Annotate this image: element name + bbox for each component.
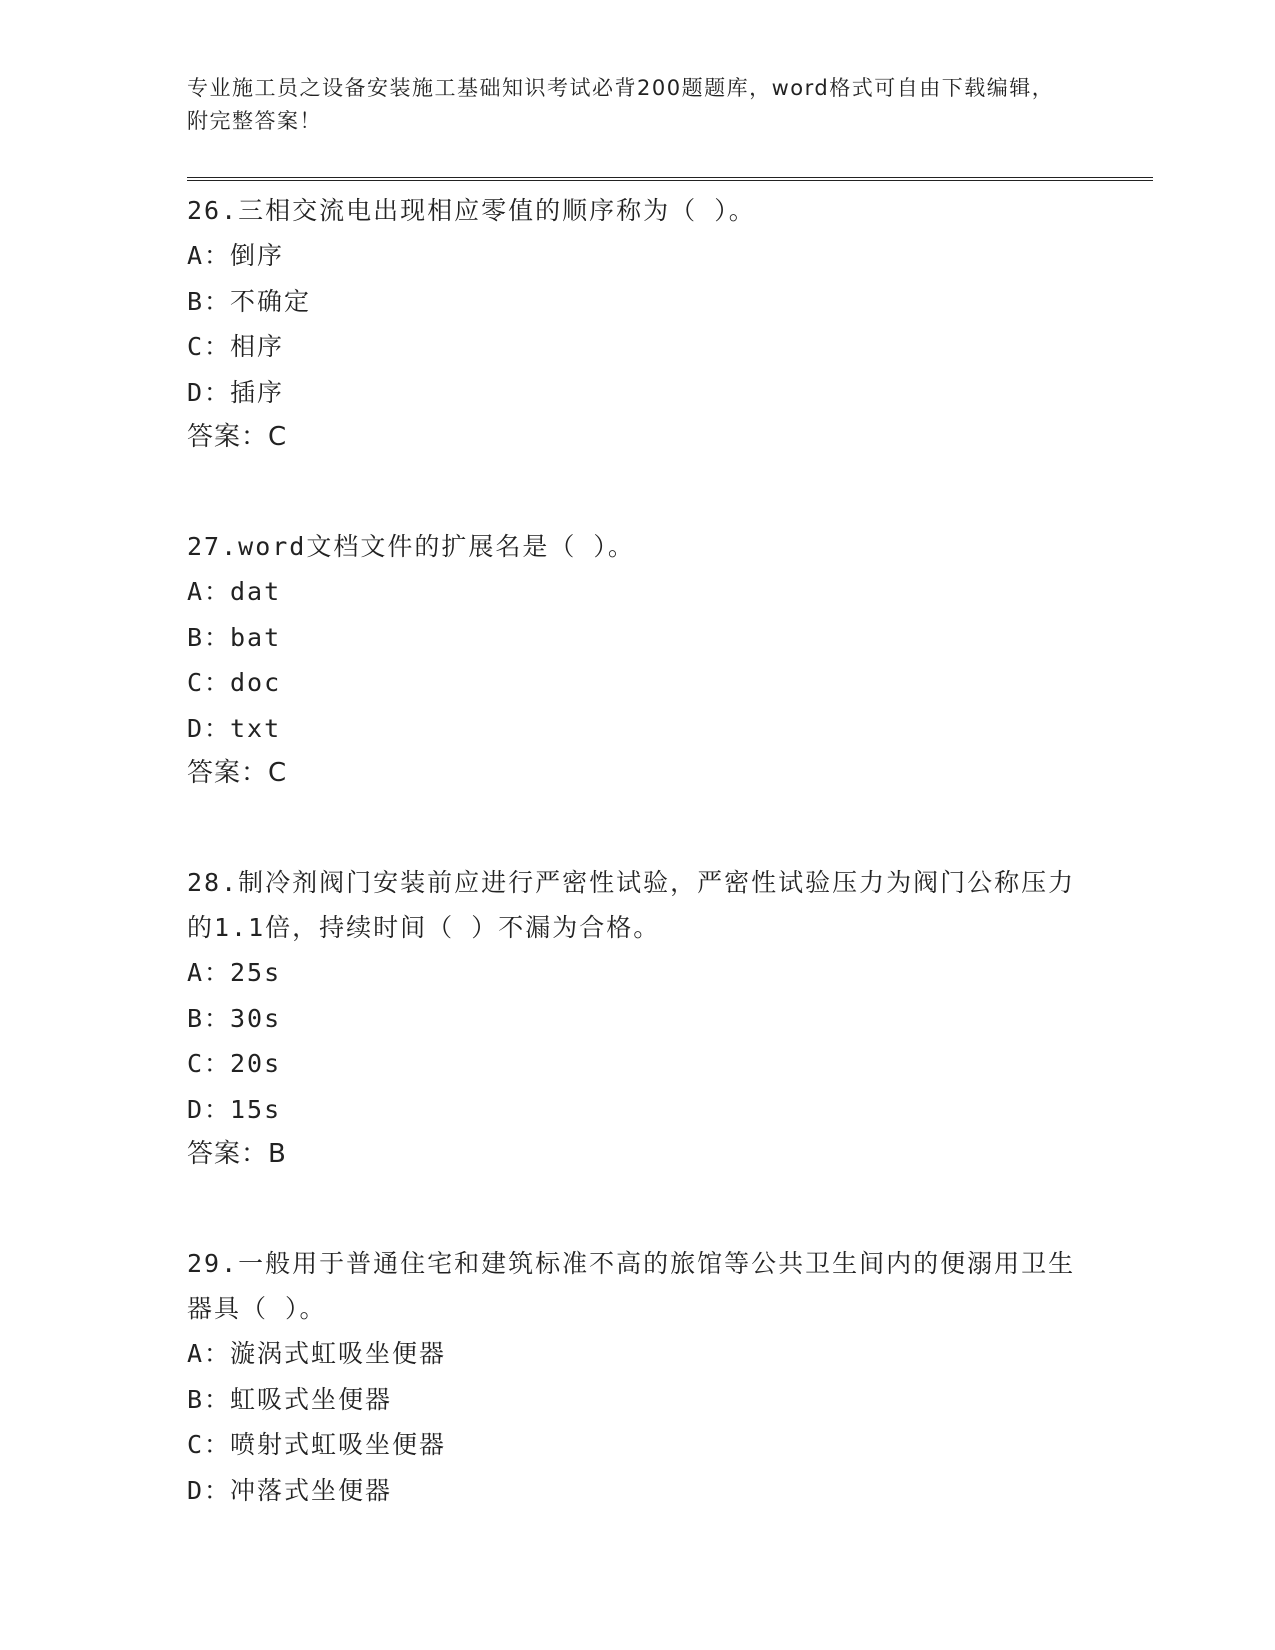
option-d [187,706,1087,752]
option-d [187,1087,1087,1133]
option-text: 虹吸式坐便器 [230,1384,393,1414]
option-text: 不确定 [230,286,312,316]
option-b [187,1377,1087,1423]
option-label: D： [187,713,232,743]
option-b [187,279,1087,325]
option-d [187,370,1087,416]
question-list [187,188,1087,1513]
option-text: 倒序 [230,241,285,270]
question-stem: 29.一般用于普通住宅和建筑标准不高的旅馆等公共卫生间内的便溺用卫生器具（ ）。 [187,1249,1076,1323]
option-label: A： [187,577,232,606]
option-c [187,1041,1087,1087]
option-text: dat [230,577,282,606]
option-label: C： [187,1049,232,1078]
option-a [187,950,1087,996]
option-a [187,233,1087,279]
option-text: 20s [230,1049,282,1078]
option-label: B： [187,1384,232,1414]
option-text: doc [230,668,282,697]
document-header-title: 专业施工员之设备安装施工基础知识考试必背200题题库，word格式可自由下载编辑，附完整答案！ [187,76,1055,133]
question-28 [187,860,1087,1177]
option-text: 插序 [230,377,285,407]
option-label: C： [187,332,232,361]
option-label: D： [187,377,232,407]
option-c [187,1422,1087,1468]
answer-line: 答案：C [187,422,288,452]
question-stem: 27.word文档文件的扩展名是（ ）。 [187,532,635,561]
option-label: D： [187,1475,232,1505]
option-c [187,660,1087,706]
option-d [187,1468,1087,1514]
option-c [187,324,1087,370]
answer-line: 答案：C [187,758,288,788]
option-b [187,615,1087,661]
question-stem: 28.制冷剂阀门安装前应进行严密性试验，严密性试验压力为阀门公称压力的1.1倍，持续时间（ ）不漏为合格。 [187,868,1076,942]
option-label: A： [187,241,232,270]
option-label: C： [187,1430,232,1459]
answer-line: 答案：B [187,1139,287,1169]
option-text: txt [230,713,282,743]
option-a [187,569,1087,615]
option-text: 15s [230,1094,282,1124]
option-text: 25s [230,958,282,987]
option-label: B： [187,622,232,652]
option-text: 30s [230,1003,282,1033]
option-label: D： [187,1094,232,1124]
option-text: 相序 [230,332,285,361]
option-label: B： [187,1003,232,1033]
question-29 [187,1241,1087,1513]
option-text: 冲落式坐便器 [230,1475,393,1505]
option-a [187,1331,1087,1377]
option-label: B： [187,286,232,316]
option-text: 漩涡式虹吸坐便器 [230,1339,447,1368]
question-27 [187,524,1087,796]
option-text: 喷射式虹吸坐便器 [230,1430,447,1459]
header-double-rule [187,177,1153,181]
question-26 [187,188,1087,460]
question-stem: 26.三相交流电出现相应零值的顺序称为（ ）。 [187,196,756,225]
option-label: A： [187,958,232,987]
option-b [187,996,1087,1042]
option-text: bat [230,622,282,652]
option-label: A： [187,1339,232,1368]
option-label: C： [187,668,232,697]
